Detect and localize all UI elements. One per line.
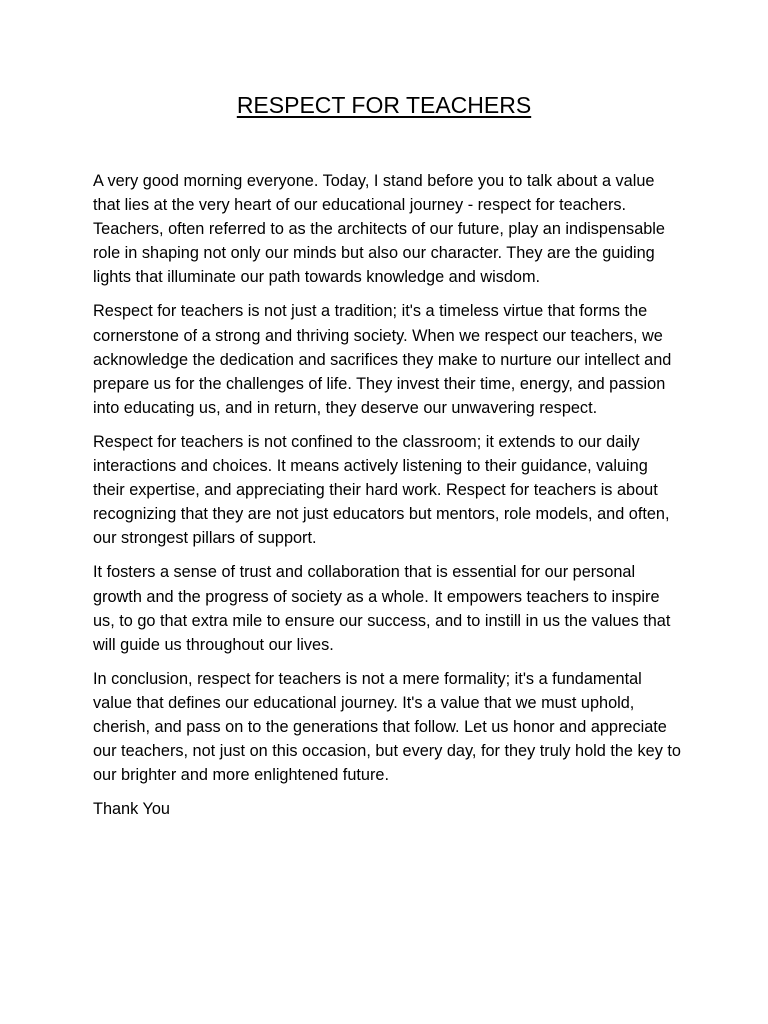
document-title: RESPECT FOR TEACHERS (236, 92, 532, 118)
document-body (93, 169, 683, 831)
paragraph-trust: It fosters a sense of trust and collaboration that is essential for our personal growth and the progress of society as a whole. It empowers teachers to inspire us, to go that extra mile to ensure our success, and to instill in us the values that will guide us throughout our lives. (93, 563, 671, 654)
paragraph-tradition: Respect for teachers is not just a tradition; it's a timeless virtue that forms the cornerstone of a strong and thriving society. When we respect our teachers, we acknowledge the dedication and sacrifices they make to nurture our intellect and prepare us for the challenges of life. They invest their time, energy, and passion into educating us, and in return, they deserve our unwavering respect. (93, 302, 672, 417)
paragraph-classroom: Respect for teachers is not confined to the classroom; it extends to our daily interactions and choices. It means actively listening to their guidance, valuing their expertise, and appreciating their hard work. Respect for teachers is about recognizing that they are not just educators but mentors, role models, and often, our strongest pillars of support. (93, 432, 670, 548)
paragraph-conclusion: In conclusion, respect for teachers is not a mere formality; it's a fundamental value that defines our educational journey. It's a value that we must uphold, cherish, and pass on to the generations that follow. Let us honor and appreciate our teachers, not just on this occasion, but every day, for they truly hold the key to our brighter and more enlightened future. (93, 669, 681, 785)
paragraph-intro: A very good morning everyone. Today, I stand before you to talk about a value that lies at the very heart of our educational journey - respect for teachers. Teachers, often referred to as the architects of our future, play an indispensable role in shaping not only our minds but also our character. They are the guiding lights that illuminate our path towards knowledge and wisdom. (93, 172, 665, 287)
closing-line: Thank You (93, 800, 170, 819)
